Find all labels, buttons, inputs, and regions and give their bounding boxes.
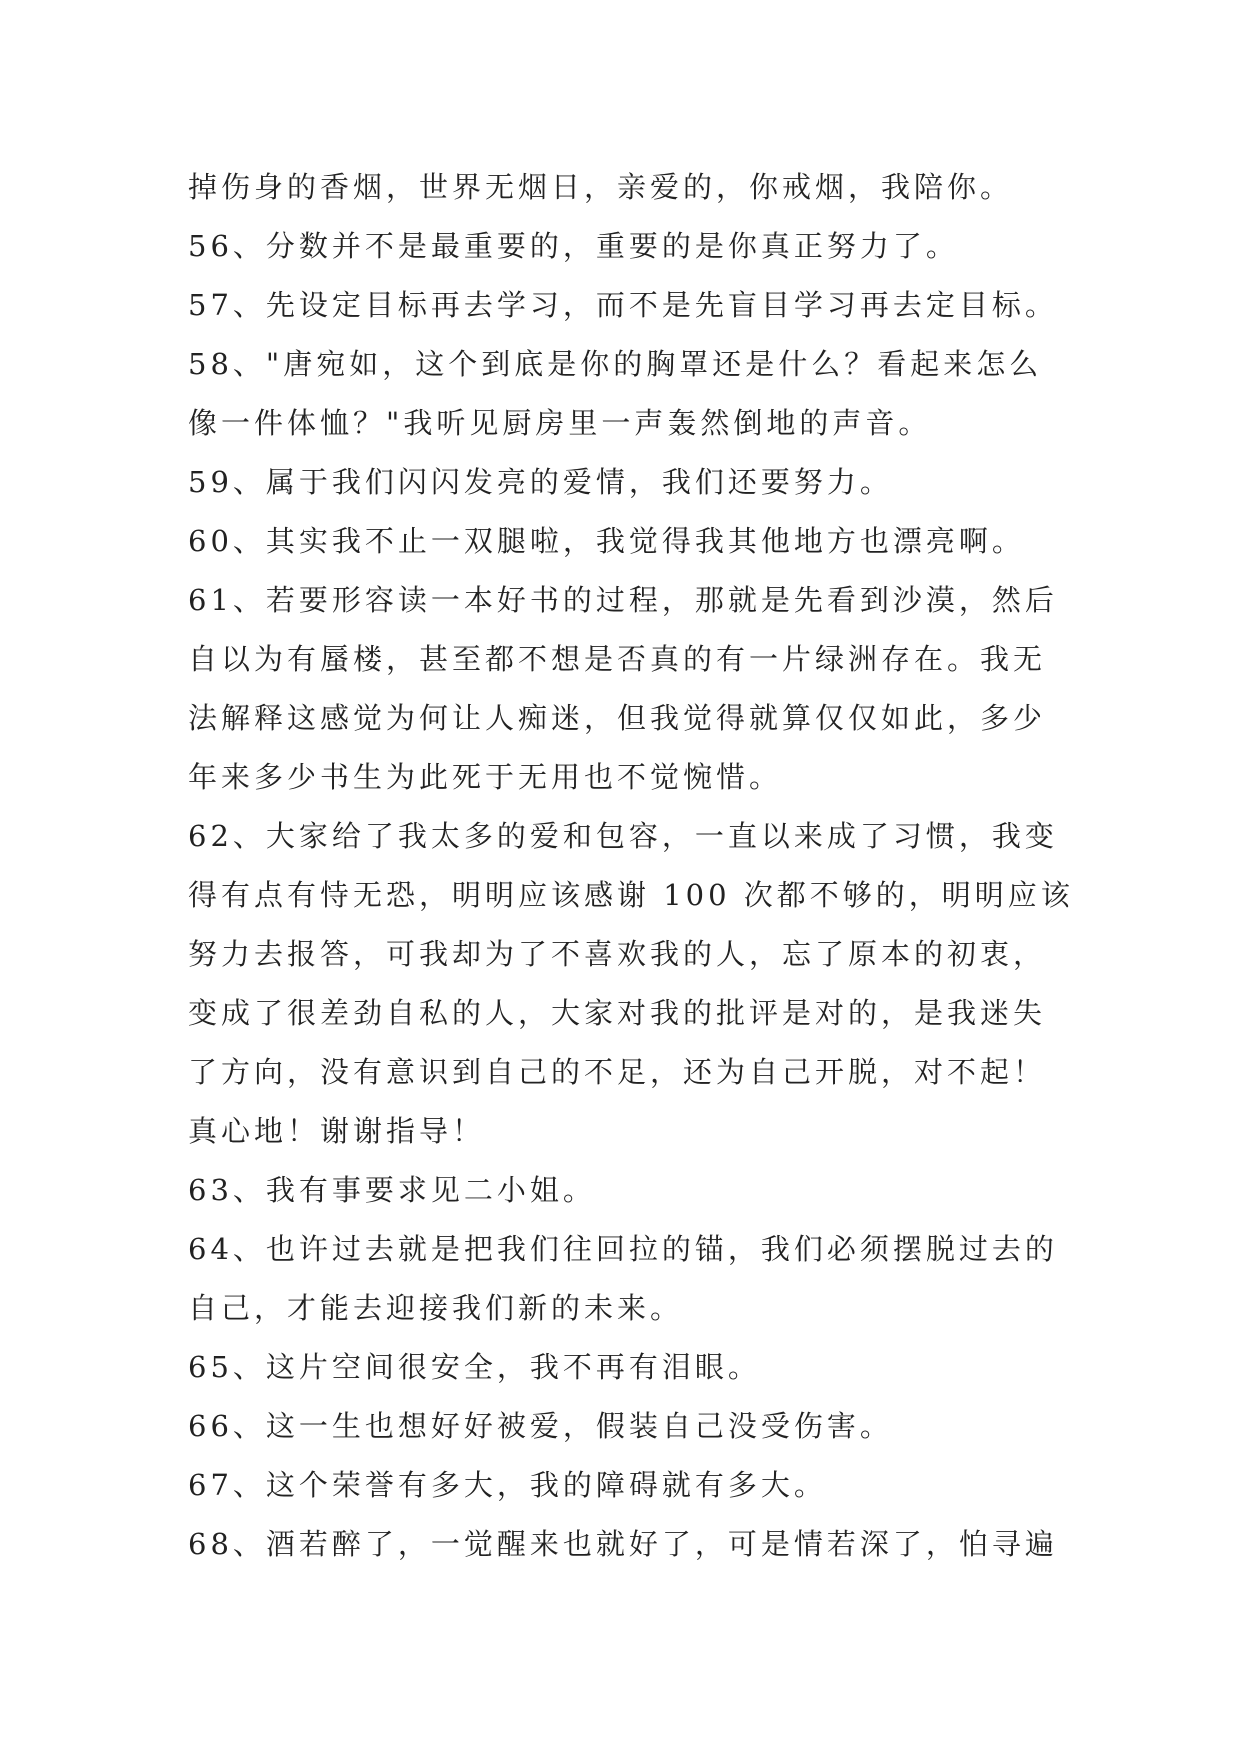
- text-line: 63、我有事要求见二小姐。: [188, 1173, 596, 1207]
- text-line: 像一件体恤？"我听见厨房里一声轰然倒地的声音。: [188, 406, 932, 440]
- text-line: 努力去报答，可我却为了不喜欢我的人，忘了原本的初衷，: [188, 937, 1047, 971]
- text-line: 自以为有蜃楼，甚至都不想是否真的有一片绿洲存在。我无: [188, 642, 1047, 676]
- text-line: 59、属于我们闪闪发亮的爱情，我们还要努力。: [188, 465, 893, 499]
- document-body: [188, 158, 1074, 1574]
- text-line: 66、这一生也想好好被爱，假装自己没受伤害。: [188, 1409, 893, 1443]
- text-line: 61、若要形容读一本好书的过程，那就是先看到沙漠，然后: [188, 583, 1058, 617]
- text-line: 变成了很差劲自私的人，大家对我的批评是对的，是我迷失: [188, 996, 1047, 1030]
- text-line: 年来多少书生为此死于无用也不觉惋惜。: [188, 760, 783, 794]
- text-line: 56、分数并不是最重要的，重要的是你真正努力了。: [188, 229, 959, 263]
- text-line: 60、其实我不止一双腿啦，我觉得我其他地方也漂亮啊。: [188, 524, 1025, 558]
- text-line: 了方向，没有意识到自己的不足，还为自己开脱，对不起！: [188, 1055, 1047, 1089]
- text-line: 57、先设定目标再去学习，而不是先盲目学习再去定目标。: [188, 288, 1058, 322]
- text-line: 62、大家给了我太多的爱和包容，一直以来成了习惯，我变: [188, 819, 1058, 853]
- text-line: 68、酒若醉了，一觉醒来也就好了，可是情若深了，怕寻遍: [188, 1527, 1058, 1561]
- text-line: 自己，才能去迎接我们新的未来。: [188, 1291, 684, 1325]
- text-line: 真心地！谢谢指导！: [188, 1114, 486, 1148]
- text-line: 58、"唐宛如，这个到底是你的胸罩还是什么？看起来怎么: [188, 347, 1043, 381]
- text-line: 掉伤身的香烟，世界无烟日，亲爱的，你戒烟，我陪你。: [188, 170, 1014, 204]
- text-line: 67、这个荣誉有多大，我的障碍就有多大。: [188, 1468, 827, 1502]
- text-line: 65、这片空间很安全，我不再有泪眼。: [188, 1350, 761, 1384]
- text-line: 得有点有恃无恐，明明应该感谢 100 次都不够的，明明应该: [188, 878, 1074, 912]
- text-line: 64、也许过去就是把我们往回拉的锚，我们必须摆脱过去的: [188, 1232, 1058, 1266]
- text-line: 法解释这感觉为何让人痴迷，但我觉得就算仅仅如此，多少: [188, 701, 1047, 735]
